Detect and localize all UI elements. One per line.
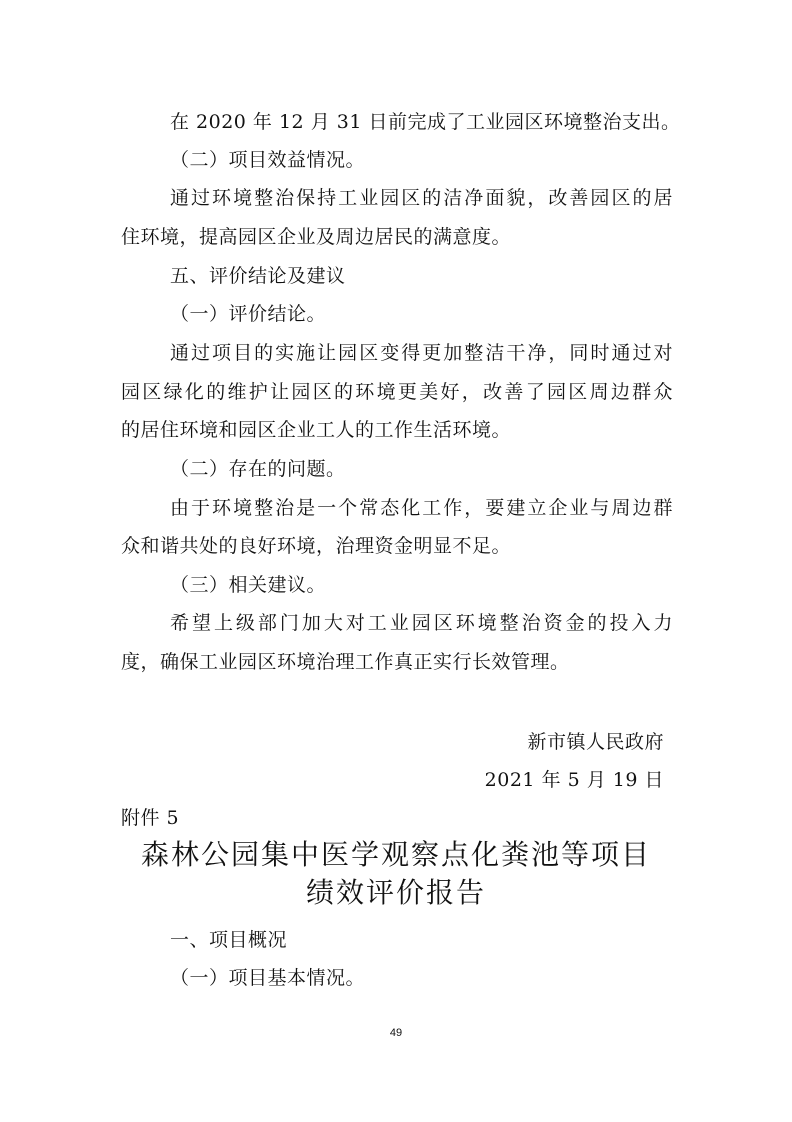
paragraph-conclusion-line-3: 的居住环境和园区企业工人的工作生活环境。 [121,419,512,441]
heading-project-basic-information: （一）项目基本情况。 [170,967,366,989]
paragraph-suggestion-line-1: 希望上级部门加大对工业园区环境整治资金的投入力 [170,612,673,634]
heading-related-suggestions: （三）相关建议。 [170,574,327,596]
paragraph-problem-line-1: 由于环境整治是一个常态化工作，要建立企业与周边群 [170,497,673,519]
paragraph-suggestion-line-2: 度，确保工业园区环境治理工作真正实行长效管理。 [121,651,570,673]
report-title-line-1: 森林公园集中医学观察点化粪池等项目 [140,838,651,871]
heading-evaluation-conclusion: （一）评价结论。 [170,303,327,325]
signature-organization: 新市镇人民政府 [527,731,664,753]
page-number: 49 [389,1027,403,1039]
attachment-label: 附件 5 [121,807,180,829]
paragraph-problem-line-2: 众和谐共处的良好环境，治理资金明显不足。 [121,535,512,557]
paragraph-benefit-line-2: 住环境，提高园区企业及周边居民的满意度。 [121,226,512,248]
signature-date: 2021 年 5 月 19 日 [484,769,664,791]
paragraph-benefit-line-1: 通过环境整治保持工业园区的洁净面貌，改善园区的居 [170,187,673,209]
heading-evaluation-conclusion-suggestions: 五、评价结论及建议 [170,265,346,287]
completion-sentence: 在 2020 年 12 月 31 日前完成了工业园区环境整治支出。 [170,111,681,133]
paragraph-conclusion-line-1: 通过项目的实施让园区变得更加整洁干净，同时通过对 [170,342,673,364]
paragraph-conclusion-line-2: 园区绿化的维护让园区的环境更美好，改善了园区周边群众 [121,381,673,403]
heading-project-benefit: （二）项目效益情况。 [170,149,366,171]
heading-existing-problems: （二）存在的问题。 [170,458,346,480]
heading-project-overview: 一、项目概况 [170,929,288,951]
report-title-line-2: 绩效评价报告 [305,876,486,909]
